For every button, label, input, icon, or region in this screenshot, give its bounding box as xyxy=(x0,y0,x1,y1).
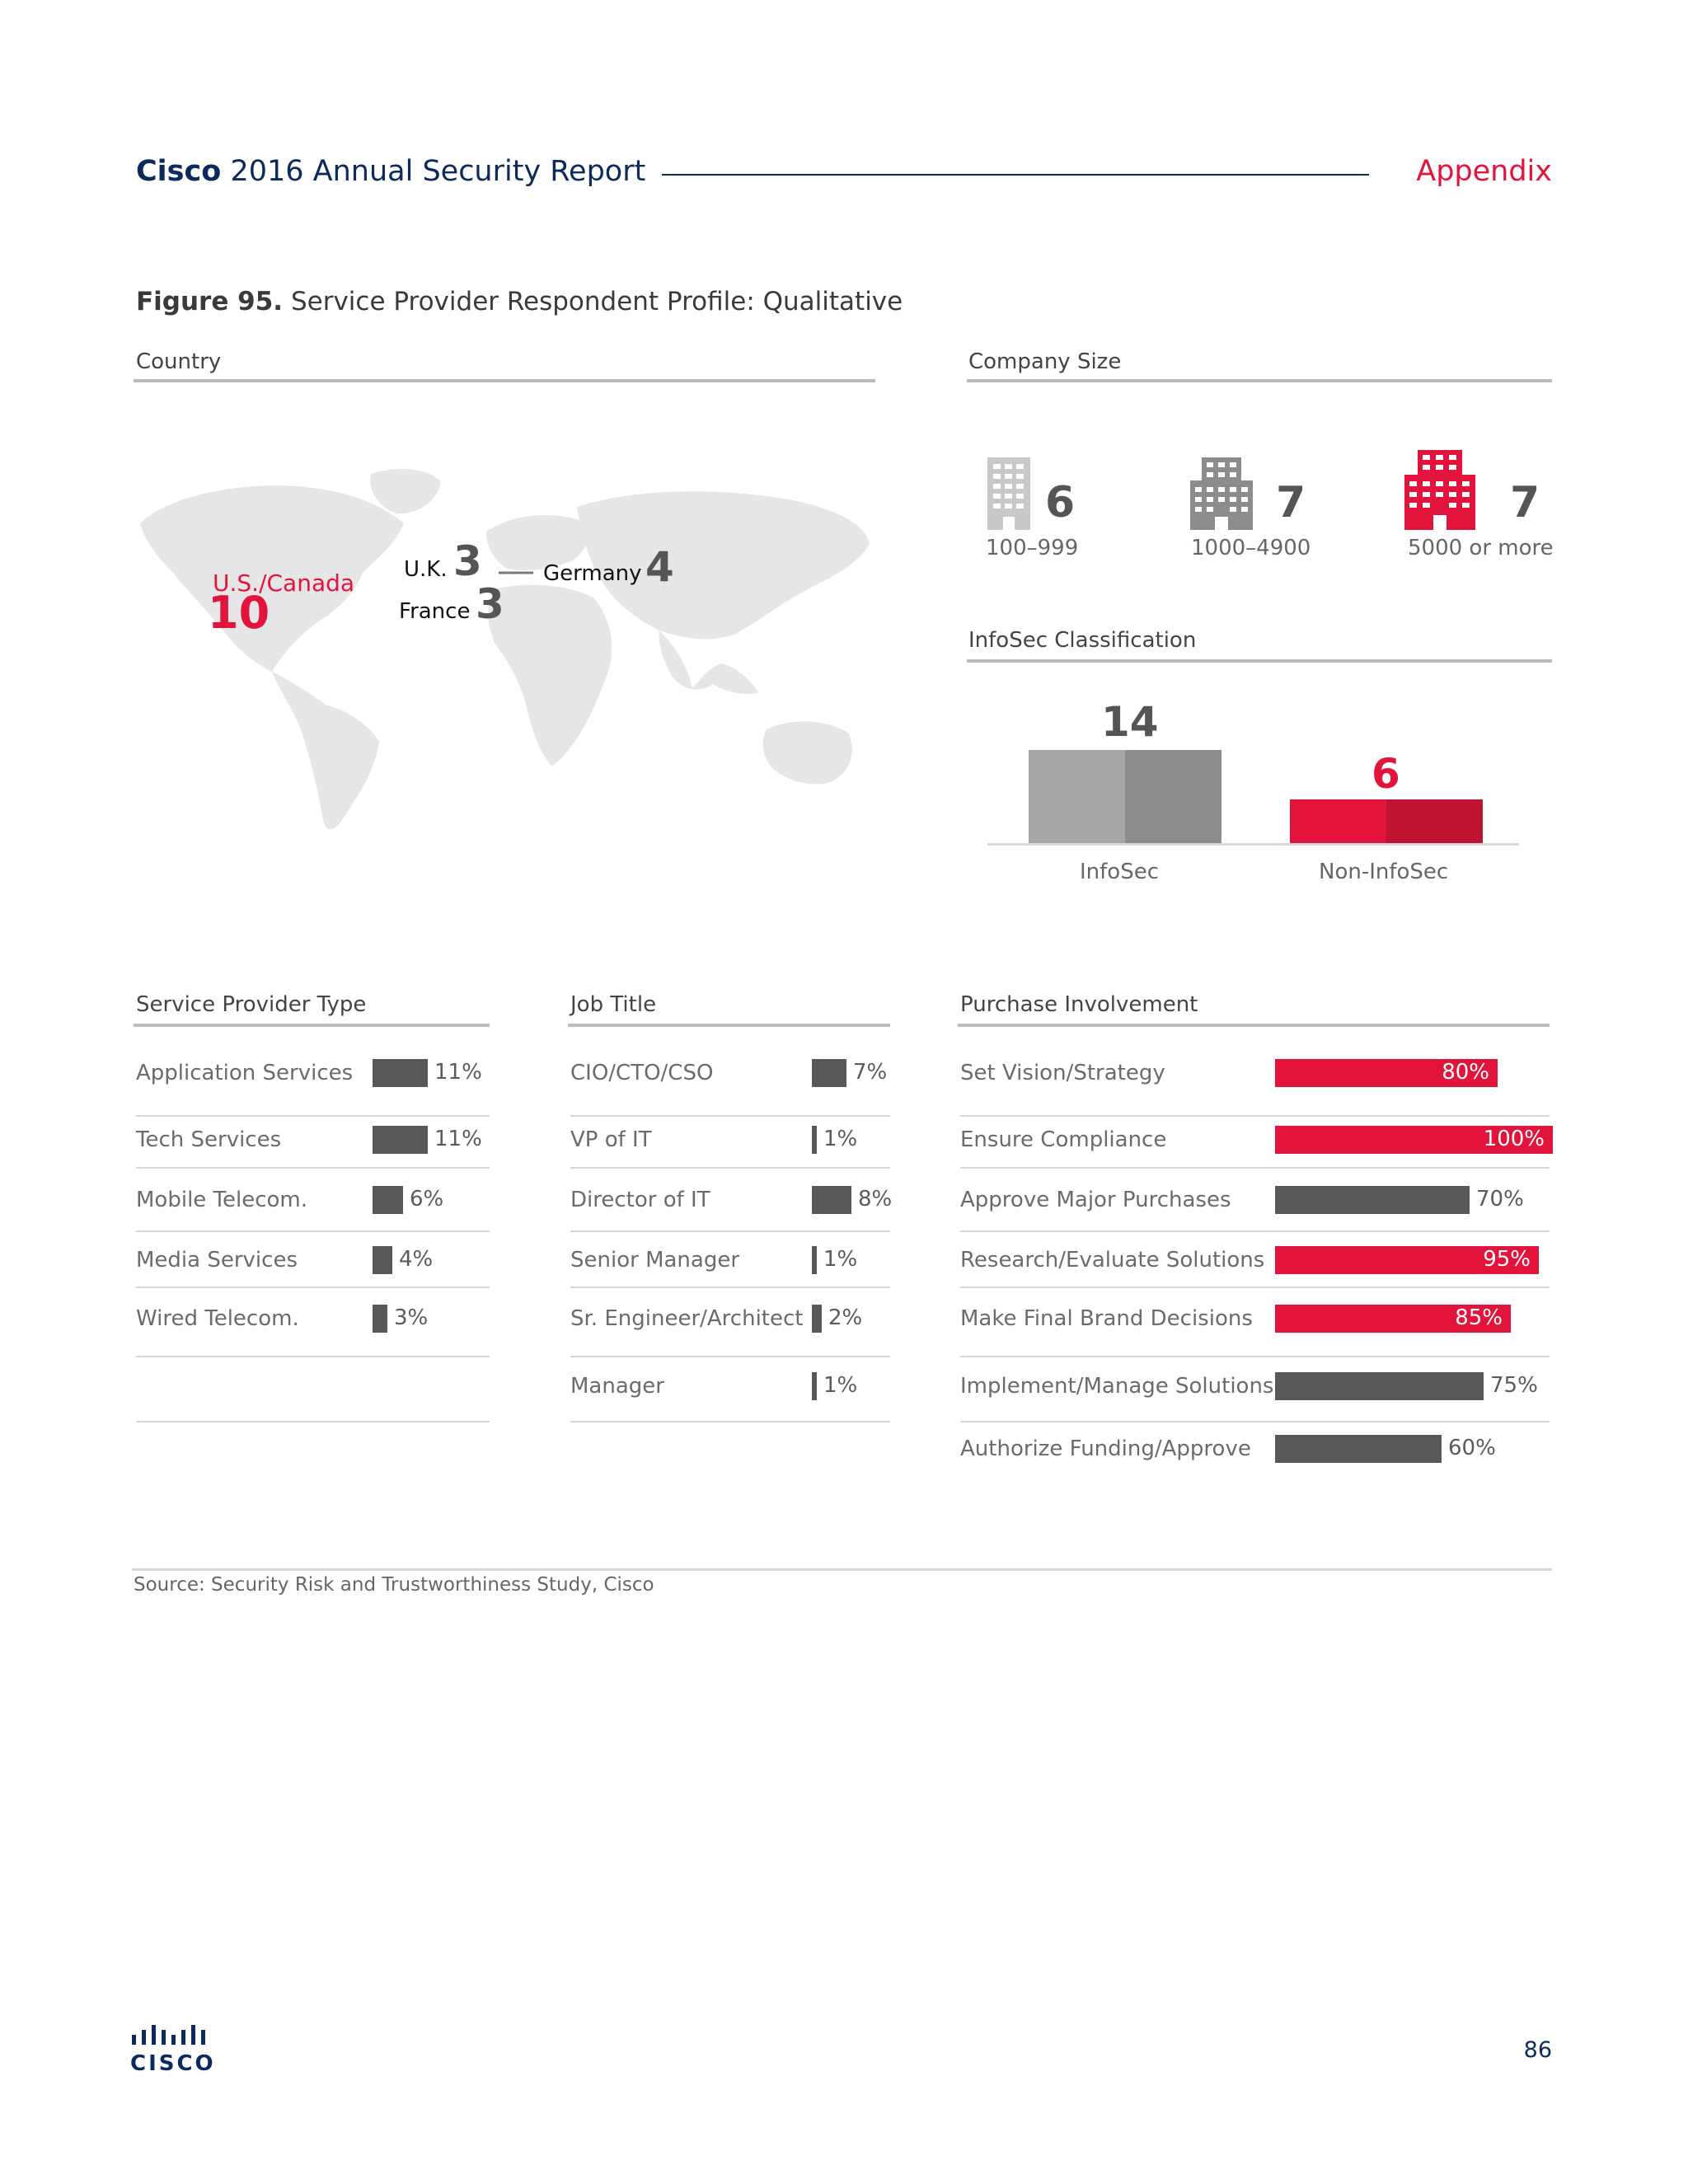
job-title-value: 7% xyxy=(853,1060,888,1085)
service-provider-type-row-divider xyxy=(136,1230,490,1232)
job-title-bar xyxy=(812,1059,846,1087)
country-value-us: 10 xyxy=(208,587,270,639)
job-title-heading-rule xyxy=(568,1024,890,1027)
header-divider xyxy=(662,174,1369,176)
purchase-involvement-row-divider xyxy=(960,1286,1550,1288)
job-title-bar xyxy=(812,1372,817,1400)
job-title-row-label: Sr. Engineer/Architect xyxy=(570,1306,804,1331)
company-size-heading-rule xyxy=(967,379,1552,382)
country-heading-rule xyxy=(134,379,875,382)
purchase-involvement-row-label: Approve Major Purchases xyxy=(960,1188,1231,1212)
company-size-value-medium: 7 xyxy=(1276,478,1306,527)
job-title-row-divider xyxy=(570,1167,890,1169)
job-title-row-label: Director of IT xyxy=(570,1188,710,1212)
non-infosec-bar-label: Non-InfoSec xyxy=(1319,860,1449,884)
report-title xyxy=(136,155,645,188)
infosec-heading: InfoSec Classification xyxy=(968,628,1197,653)
purchase-involvement-row-label: Set Vision/Strategy xyxy=(960,1061,1165,1085)
purchase-involvement-row-divider xyxy=(960,1230,1550,1232)
job-title-row-divider xyxy=(570,1286,890,1288)
job-title-bar xyxy=(812,1186,851,1214)
purchase-involvement-value: 80% xyxy=(1442,1060,1489,1085)
job-title-value: 1% xyxy=(823,1373,858,1398)
infosec-heading-rule xyxy=(967,659,1552,663)
service-provider-type-row-label: Tech Services xyxy=(136,1127,282,1152)
purchase-involvement-row-divider xyxy=(960,1356,1550,1357)
cisco-bridge-icon xyxy=(130,2023,213,2046)
purchase-involvement-row-divider xyxy=(960,1167,1550,1169)
service-provider-type-row-divider xyxy=(136,1167,490,1169)
job-title-bar xyxy=(812,1305,822,1333)
country-value-uk: 3 xyxy=(453,537,482,585)
purchase-involvement-row-label: Ensure Compliance xyxy=(960,1127,1167,1152)
service-provider-type-value: 3% xyxy=(394,1305,429,1330)
job-title-value: 1% xyxy=(823,1247,858,1272)
job-title-value: 2% xyxy=(828,1305,863,1330)
purchase-involvement-value: 85% xyxy=(1455,1305,1503,1330)
service-provider-type-row-divider xyxy=(136,1286,490,1288)
purchase-involvement-value: 75% xyxy=(1490,1373,1538,1398)
service-provider-type-bar xyxy=(373,1186,403,1214)
purchase-involvement-bar xyxy=(1275,1435,1442,1463)
country-heading: Country xyxy=(136,349,222,374)
purchase-involvement-value: 70% xyxy=(1476,1187,1524,1212)
service-provider-type-value: 11% xyxy=(434,1127,482,1151)
country-value-france: 3 xyxy=(476,580,504,628)
company-size-label-large: 5000 or more xyxy=(1408,536,1554,560)
purchase-involvement-row-divider xyxy=(960,1115,1550,1117)
purchase-involvement-heading-rule xyxy=(958,1024,1550,1027)
company-size-label-medium: 1000–4900 xyxy=(1191,536,1311,560)
source-divider xyxy=(132,1568,1552,1571)
purchase-involvement-row-label: Implement/Manage Solutions xyxy=(960,1374,1274,1399)
section-label: Appendix xyxy=(1416,155,1552,188)
job-title-row-divider xyxy=(570,1230,890,1232)
service-provider-type-row-label: Application Services xyxy=(136,1061,354,1085)
purchase-involvement-value: 100% xyxy=(1483,1127,1545,1151)
purchase-involvement-heading: Purchase Involvement xyxy=(960,992,1198,1017)
country-label-uk: U.K. xyxy=(404,557,448,582)
service-provider-type-value: 4% xyxy=(399,1247,434,1272)
job-title-heading: Job Title xyxy=(570,992,657,1017)
job-title-value: 8% xyxy=(858,1187,893,1212)
service-provider-type-heading-rule xyxy=(134,1024,490,1027)
brand-name: Cisco xyxy=(136,155,222,188)
service-provider-type-value: 11% xyxy=(434,1060,482,1085)
figure-title xyxy=(136,287,903,316)
purchase-involvement-bar xyxy=(1275,1186,1470,1214)
building-icon xyxy=(1404,450,1475,530)
building-icon xyxy=(1190,457,1253,530)
building-icon xyxy=(987,457,1030,530)
service-provider-type-row-divider xyxy=(136,1356,490,1357)
service-provider-type-heading: Service Provider Type xyxy=(136,992,367,1017)
source-note: Source: Security Risk and Trustworthiness Study, Cisco xyxy=(134,1574,654,1596)
infosec-bar-value: 14 xyxy=(1101,698,1159,746)
report-name: 2016 Annual Security Report xyxy=(230,155,646,188)
figure-caption: Service Provider Respondent Profile: Qualitative xyxy=(290,287,903,316)
job-title-row-divider xyxy=(570,1421,890,1422)
service-provider-type-value: 6% xyxy=(410,1187,444,1212)
non-infosec-bar-value: 6 xyxy=(1372,750,1400,798)
job-title-row-divider xyxy=(570,1115,890,1117)
service-provider-type-bar xyxy=(373,1059,428,1087)
purchase-involvement-row-label: Make Final Brand Decisions xyxy=(960,1306,1253,1331)
job-title-row-label: Manager xyxy=(570,1374,664,1399)
service-provider-type-row-label: Media Services xyxy=(136,1248,298,1272)
country-value-germany: 4 xyxy=(645,543,674,591)
service-provider-type-row-label: Wired Telecom. xyxy=(136,1306,299,1331)
purchase-involvement-row-label: Authorize Funding/Approve xyxy=(960,1436,1251,1461)
country-label-france: France xyxy=(399,599,471,624)
service-provider-type-row-label: Mobile Telecom. xyxy=(136,1188,308,1212)
company-size-label-small: 100–999 xyxy=(986,536,1079,560)
purchase-involvement-bar xyxy=(1275,1372,1484,1400)
service-provider-type-row-divider xyxy=(136,1115,490,1117)
infosec-bar-label: InfoSec xyxy=(1080,860,1160,884)
figure-number: Figure 95. xyxy=(136,287,284,316)
service-provider-type-bar xyxy=(373,1305,387,1333)
job-title-bar xyxy=(812,1126,817,1154)
page-number: 86 xyxy=(1523,2037,1552,2063)
job-title-row-divider xyxy=(570,1356,890,1357)
world-map xyxy=(132,457,878,837)
job-title-bar xyxy=(812,1246,817,1274)
country-label-us: U.S./Canada xyxy=(213,569,355,597)
job-title-row-label: VP of IT xyxy=(570,1127,652,1152)
purchase-involvement-value: 60% xyxy=(1448,1436,1496,1460)
country-label-germany: Germany xyxy=(543,561,642,586)
service-provider-type-bar xyxy=(373,1126,428,1154)
purchase-involvement-row-divider xyxy=(960,1421,1550,1422)
cisco-logo xyxy=(130,2023,216,2076)
job-title-row-label: Senior Manager xyxy=(570,1248,740,1272)
purchase-involvement-value: 95% xyxy=(1483,1247,1531,1272)
company-size-heading: Company Size xyxy=(968,349,1122,374)
service-provider-type-row-divider xyxy=(136,1421,490,1422)
job-title-value: 1% xyxy=(823,1127,858,1151)
company-size-value-large: 7 xyxy=(1510,478,1540,527)
job-title-row-label: CIO/CTO/CSO xyxy=(570,1061,714,1085)
infosec-bar xyxy=(1029,750,1221,843)
cisco-wordmark: CISCO xyxy=(130,2051,216,2076)
company-size-value-small: 6 xyxy=(1045,478,1076,527)
service-provider-type-bar xyxy=(373,1246,392,1274)
non-infosec-bar xyxy=(1290,799,1483,843)
infosec-baseline xyxy=(987,843,1519,846)
purchase-involvement-row-label: Research/Evaluate Solutions xyxy=(960,1248,1265,1272)
